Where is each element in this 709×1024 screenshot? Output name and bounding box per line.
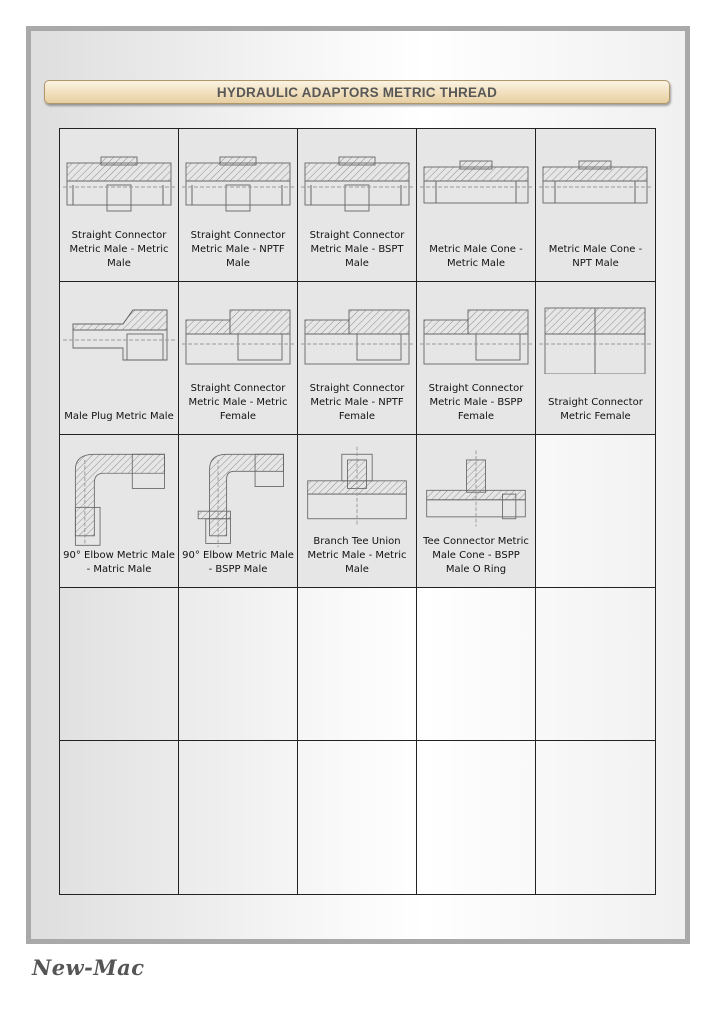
empty-cell bbox=[298, 741, 417, 894]
product-cell bbox=[60, 435, 179, 588]
empty-cell bbox=[417, 588, 536, 741]
product-cell bbox=[536, 282, 655, 435]
product-label: 90° Elbow Metric Male - BSPP Male bbox=[182, 550, 294, 575]
product-label: Tee Connector Metric Male Cone - BSPP Male O Ring bbox=[423, 536, 529, 575]
product-label: Metric Male Cone - Metric Male bbox=[429, 244, 523, 269]
product-cell bbox=[60, 129, 179, 282]
empty-cell bbox=[536, 435, 655, 588]
product-label: Straight Connector Metric Male - BSPP Female bbox=[428, 383, 524, 422]
straight-connector-icon bbox=[301, 151, 413, 221]
empty-cell bbox=[179, 741, 298, 894]
product-grid bbox=[59, 128, 656, 895]
product-cell bbox=[179, 282, 298, 435]
empty-cell bbox=[60, 741, 179, 894]
product-label: Straight Connector Metric Male - Metric Female bbox=[188, 383, 288, 422]
product-cell bbox=[536, 129, 655, 282]
empty-cell bbox=[536, 588, 655, 741]
product-label: Metric Male Cone - NPT Male bbox=[548, 244, 643, 269]
female-connector-icon bbox=[301, 304, 413, 374]
straight-connector-icon bbox=[63, 151, 175, 221]
product-label: Straight Connector Metric Male - NPTF Female bbox=[309, 383, 405, 422]
female-connector-icon bbox=[182, 304, 294, 374]
product-cell bbox=[298, 435, 417, 588]
product-label: 90° Elbow Metric Male - Matric Male bbox=[63, 550, 175, 575]
empty-cell bbox=[536, 741, 655, 894]
male-cone-icon bbox=[539, 151, 651, 221]
female-straight-icon bbox=[539, 304, 651, 374]
product-cell bbox=[179, 129, 298, 282]
product-cell bbox=[298, 282, 417, 435]
product-label: Branch Tee Union Metric Male - Metric Male bbox=[307, 536, 407, 575]
brand-logo: New-Mac bbox=[32, 955, 145, 980]
product-cell bbox=[60, 282, 179, 435]
product-cell bbox=[298, 129, 417, 282]
title-banner bbox=[44, 80, 670, 104]
product-label: Straight Connector Metric Male - NPTF Male bbox=[190, 230, 286, 269]
product-label: Straight Connector Metric Male - BSPT Male bbox=[309, 230, 405, 269]
elbow-bspp-icon bbox=[182, 441, 294, 551]
female-connector-icon bbox=[420, 304, 532, 374]
straight-connector-icon bbox=[182, 151, 294, 221]
empty-cell bbox=[417, 741, 536, 894]
elbow-icon bbox=[63, 441, 175, 551]
product-cell bbox=[179, 435, 298, 588]
product-label: Straight Connector Metric Male - Metric Male bbox=[69, 230, 169, 269]
male-cone-icon bbox=[420, 151, 532, 221]
product-label: Straight Connector Metric Female bbox=[548, 397, 643, 422]
product-cell bbox=[417, 129, 536, 282]
product-cell bbox=[417, 435, 536, 588]
product-cell bbox=[417, 282, 536, 435]
product-label: Male Plug Metric Male bbox=[64, 411, 174, 422]
empty-cell bbox=[60, 588, 179, 741]
empty-cell bbox=[179, 588, 298, 741]
empty-cell bbox=[298, 588, 417, 741]
male-plug-icon bbox=[63, 304, 175, 374]
page-title: HYDRAULIC ADAPTORS METRIC THREAD bbox=[216, 84, 498, 100]
